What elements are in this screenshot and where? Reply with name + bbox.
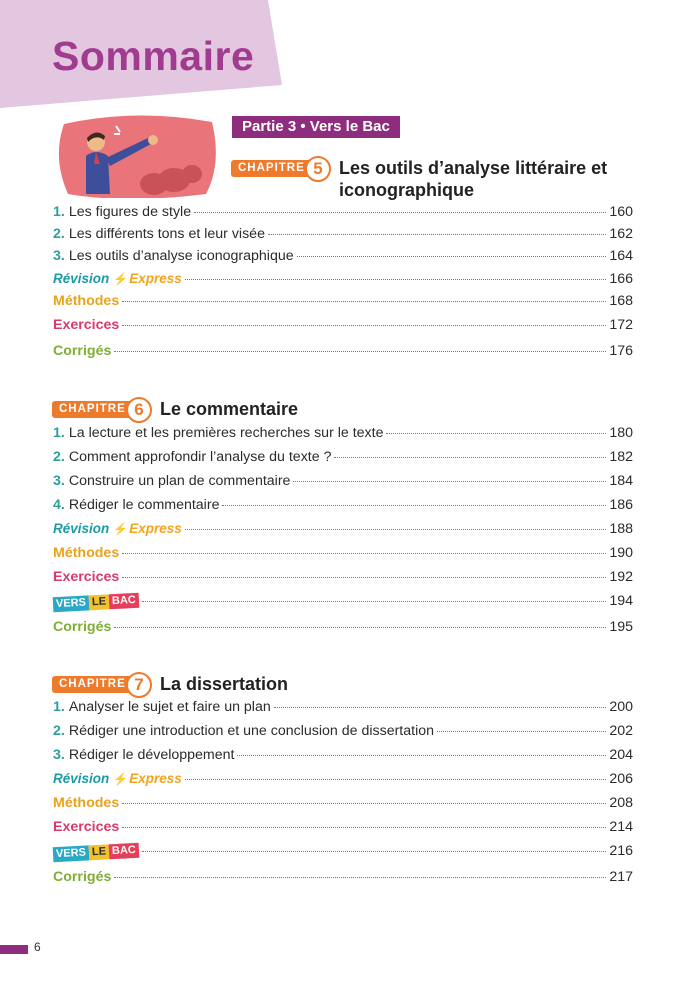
dot-leader [122,577,606,578]
entry-label: Méthodes [53,293,120,309]
toc-entry-exercices[interactable] [53,819,633,843]
toc-entry-exercices[interactable] [53,569,633,593]
dot-leader [185,779,607,780]
dot-leader [114,627,606,628]
toc-entry-revision-express[interactable] [53,271,633,293]
entry-page: 217 [609,869,633,885]
dot-leader [268,234,606,235]
entry-page: 164 [609,248,633,264]
entry-label: Méthodes [53,545,120,561]
entry-page: 192 [609,569,633,585]
dot-leader [274,707,607,708]
footer-bar [0,945,28,954]
entry-label: Rédiger une introduction et une conclusion de dissertation [68,723,435,739]
entry-label: Corrigés [53,619,112,635]
entry-label: Construire un plan de commentaire [68,473,291,489]
entry-label: Exercices [53,819,120,835]
entry-number: 2. [53,449,65,465]
entry-page: 162 [609,226,633,242]
entry-number: 1. [53,204,65,220]
toc-entry-methodes[interactable] [53,545,633,569]
toc-entry[interactable] [53,473,633,497]
revision-express-logo: Révision ⚡ Express [53,521,182,536]
bolt-icon: ⚡ [113,272,129,286]
entry-page: 160 [609,204,633,220]
entry-page: 182 [609,449,633,465]
toc-entry[interactable] [53,497,633,521]
chapter-6-toc [53,425,633,641]
page-number: 6 [34,940,41,954]
toc-entry[interactable] [53,248,633,271]
dot-leader [222,505,606,506]
chapter-number: 7 [126,672,152,698]
toc-entry-revision-express[interactable] [53,771,633,795]
part-badge: Partie 3 • Vers le Bac [232,116,400,138]
toc-entry-revision-express[interactable] [53,521,633,545]
entry-page: 204 [609,747,633,763]
toc-entry[interactable] [53,723,633,747]
dot-leader [237,755,606,756]
toc-entry-exercices[interactable] [53,317,633,343]
dot-leader [297,256,607,257]
toc-entry[interactable] [53,747,633,771]
entry-label: Les différents tons et leur visée [68,226,265,242]
entry-page: 202 [609,723,633,739]
chapter-number: 5 [305,156,331,182]
dot-leader [386,433,606,434]
entry-page: 195 [609,619,633,635]
entry-label: Analyser le sujet et faire un plan [68,699,271,715]
teacher-illustration [56,114,218,198]
entry-number: 2. [53,226,65,242]
dot-leader [142,601,606,602]
dot-leader [437,731,606,732]
entry-label: Rédiger le développement [68,747,235,763]
dot-leader [122,553,606,554]
entry-page: 188 [609,521,633,537]
chapter-title: Les outils d’analyse littéraire et [339,158,608,178]
dot-leader [185,279,607,280]
entry-label: Les outils d’analyse iconographique [68,248,294,264]
toc-entry-methodes[interactable] [53,795,633,819]
toc-entry-corriges[interactable] [53,869,633,891]
dot-leader [122,301,606,302]
dot-leader [114,877,606,878]
chapter-5-toc [53,204,633,365]
toc-entry-corriges[interactable] [53,619,633,641]
toc-entry[interactable] [53,699,633,723]
revision-express-logo: Révision ⚡ Express [53,271,182,286]
revision-express-logo: Révision ⚡ Express [53,771,182,786]
chapter-title: Le commentaire [160,399,299,419]
entry-number: 1. [53,699,65,715]
entry-label: Méthodes [53,795,120,811]
entry-page: 190 [609,545,633,561]
toc-entry[interactable] [53,226,633,248]
dot-leader [122,803,606,804]
entry-page: 172 [609,317,633,333]
entry-page: 214 [609,819,633,835]
toc-entry[interactable] [53,204,633,226]
dot-leader [122,827,606,828]
vers-le-bac-logo: VERS LE BAC [53,593,140,612]
chapter-7-toc [53,699,633,891]
entry-number: 3. [53,248,65,264]
entry-page: 200 [609,699,633,715]
entry-label: Comment approfondir l’analyse du texte ? [68,449,332,465]
entry-page: 206 [609,771,633,787]
entry-number: 1. [53,425,65,441]
entry-label: Corrigés [53,343,112,359]
dot-leader [293,481,606,482]
entry-label: Les figures de style [68,204,192,220]
toc-entry[interactable] [53,449,633,473]
bolt-icon: ⚡ [113,522,129,536]
toc-entry-methodes[interactable] [53,293,633,317]
entry-number: 4. [53,497,65,513]
entry-page: 186 [609,497,633,513]
chapter-badge: CHAPITRE [52,676,142,693]
entry-label: Exercices [53,569,120,585]
dot-leader [142,851,606,852]
dot-leader [334,457,606,458]
entry-page: 176 [609,343,633,359]
chapter-title-line2: iconographique [339,180,474,200]
page-title: Sommaire [52,33,255,79]
dot-leader [114,351,606,352]
entry-page: 166 [609,271,633,287]
chapter-badge: CHAPITRE [231,160,321,177]
entry-number: 3. [53,747,65,763]
dot-leader [122,325,606,326]
chapter-title: La dissertation [160,674,289,694]
bolt-icon: ⚡ [113,772,129,786]
entry-page: 216 [609,843,633,859]
entry-label: La lecture et les premières recherches sur le texte [68,425,384,441]
dot-leader [185,529,607,530]
entry-page: 180 [609,425,633,441]
toc-entry-vers-le-bac[interactable] [53,843,633,869]
toc-entry[interactable] [53,425,633,449]
entry-label: Rédiger le commentaire [68,497,220,513]
entry-page: 184 [609,473,633,489]
entry-label: Corrigés [53,869,112,885]
entry-page: 168 [609,293,633,309]
toc-entry-vers-le-bac[interactable] [53,593,633,619]
entry-page: 208 [609,795,633,811]
entry-number: 2. [53,723,65,739]
entry-number: 3. [53,473,65,489]
chapter-badge: CHAPITRE [52,401,142,418]
toc-entry-corriges[interactable] [53,343,633,365]
chapter-number: 6 [126,397,152,423]
dot-leader [194,212,606,213]
entry-page: 194 [609,593,633,609]
vers-le-bac-logo: VERS LE BAC [53,843,140,862]
entry-label: Exercices [53,317,120,333]
